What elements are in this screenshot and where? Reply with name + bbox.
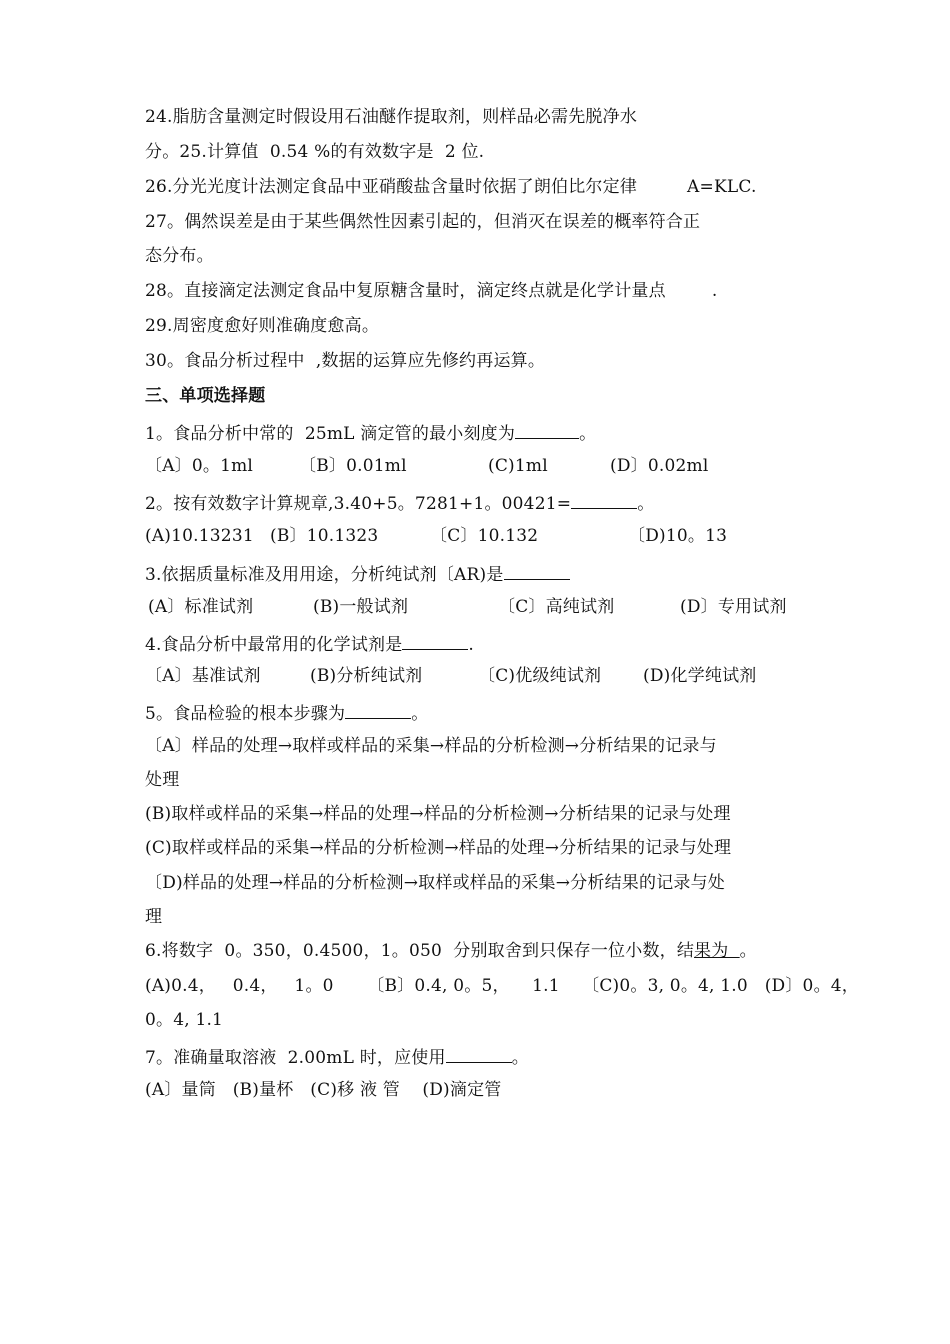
option-d: (D〕0.02ml bbox=[610, 456, 709, 476]
statement-30: 30。食品分析过程中 ,数据的运算应先修约再运算。 bbox=[145, 351, 546, 371]
statement-24: 24.脂肪含量测定时假设用石油醚作提取剂，则样品必需先脱净水 bbox=[145, 107, 638, 127]
answer-blank bbox=[402, 631, 468, 650]
question-3-options bbox=[145, 596, 787, 618]
statement-25: 分。25.计算值 0.54 %的有效数字是 2 位. bbox=[145, 142, 485, 162]
option-b: 〔B〕0.01ml bbox=[299, 456, 407, 476]
option-a: (A)10.13231 bbox=[145, 526, 254, 546]
question-2-options bbox=[145, 525, 727, 547]
question-4-end: . bbox=[468, 635, 475, 655]
statement-28-end: . bbox=[711, 281, 718, 301]
option-d: 〔D)10。13 bbox=[628, 526, 728, 546]
question-7-options: (A〕量筒 (B)量杯 (C)移 液 管 (D)滴定管 bbox=[145, 1080, 502, 1100]
question-2-end: 。 bbox=[637, 494, 655, 514]
question-1-text: 1。食品分析中常的 25mL 滴定管的最小刻度为 bbox=[145, 424, 516, 444]
question-2-text: 2。按有效数字计算规章,3.40+5。7281+1。00421= bbox=[145, 494, 572, 514]
question-5-option-c: (C)取样或样品的采集→样品的分析检测→样品的处理→分析结果的记录与处理 bbox=[145, 838, 732, 858]
question-6-end: 。 bbox=[739, 941, 757, 961]
question-6-options-cont: 0。4, 1.1 bbox=[145, 1010, 224, 1030]
question-3-text: 3.依据质量标准及用用途，分析纯试剂〔AR)是 bbox=[145, 565, 504, 585]
question-5-end: 。 bbox=[411, 704, 429, 724]
question-3 bbox=[145, 561, 570, 586]
statement-27-cont: 态分布。 bbox=[145, 246, 214, 266]
question-5-text: 5。食品检验的根本步骤为 bbox=[145, 704, 346, 724]
option-c: 〔C〕10.132 bbox=[430, 526, 539, 546]
option-d: (D)化学纯试剂 bbox=[643, 666, 757, 686]
question-4 bbox=[145, 631, 474, 656]
question-7-end: 。 bbox=[511, 1048, 529, 1068]
question-1 bbox=[145, 420, 596, 445]
statement-28-text: 28。直接滴定法测定食品中复原糖含量时，滴定终点就是化学计量点 bbox=[145, 281, 666, 301]
question-5-option-d-cont: 理 bbox=[145, 907, 163, 927]
option-b: (B〕10.1323 bbox=[270, 526, 379, 546]
statement-27: 27。偶然误差是由于某些偶然性因素引起的，但消灭在误差的概率符合正 bbox=[145, 212, 701, 232]
option-a: 〔A〕0。1ml bbox=[145, 456, 254, 476]
question-5-option-a: 〔A〕样品的处理→取样或样品的采集→样品的分析检测→分析结果的记录与 bbox=[145, 736, 717, 756]
question-5 bbox=[145, 700, 428, 725]
option-c: 〔C)优级纯试剂 bbox=[478, 666, 602, 686]
question-4-options bbox=[145, 665, 757, 687]
question-6-underlined: 果为 bbox=[694, 941, 740, 961]
question-1-options bbox=[145, 455, 708, 477]
answer-blank bbox=[446, 1044, 512, 1063]
statement-29: 29.周密度愈好则准确度愈高。 bbox=[145, 316, 380, 336]
option-a: 〔A〕基准试剂 bbox=[145, 666, 261, 686]
answer-blank bbox=[571, 490, 637, 509]
question-5-option-a-cont: 处理 bbox=[145, 770, 180, 790]
question-7 bbox=[145, 1044, 529, 1069]
statement-26-formula: A=KLC. bbox=[687, 177, 757, 197]
option-b: (B)分析纯试剂 bbox=[310, 666, 423, 686]
answer-blank bbox=[504, 561, 570, 580]
option-b: (B)一般试剂 bbox=[313, 597, 409, 617]
statement-28 bbox=[145, 280, 717, 302]
answer-blank bbox=[345, 700, 411, 719]
question-6-text: 6.将数字 0。350，0.4500，1。050 分别取舍到只保存一位小数，结 bbox=[145, 941, 695, 961]
question-7-text: 7。准确量取溶液 2.00mL 时，应使用 bbox=[145, 1048, 446, 1068]
question-4-text: 4.食品分析中最常用的化学试剂是 bbox=[145, 635, 403, 655]
question-5-option-b: (B)取样或样品的采集→样品的处理→样品的分析检测→分析结果的记录与处理 bbox=[145, 804, 731, 824]
option-c: (C)1ml bbox=[488, 456, 548, 476]
question-5-option-d: 〔D)样品的处理→样品的分析检测→取样或样品的采集→分析结果的记录与处 bbox=[145, 873, 725, 893]
option-c: 〔C〕高纯试剂 bbox=[498, 597, 615, 617]
option-a: (A〕标准试剂 bbox=[148, 597, 254, 617]
section-heading: 三、单项选择题 bbox=[145, 386, 266, 406]
answer-blank bbox=[515, 420, 579, 439]
question-6 bbox=[145, 940, 757, 962]
question-1-end: 。 bbox=[579, 424, 597, 444]
question-2 bbox=[145, 490, 654, 515]
statement-26 bbox=[145, 176, 757, 198]
question-6-options: (A)0.4， 0.4， 1。0 〔B〕0.4, 0。5， 1.1 〔C)0。3, 0。4, 1.0 (D〕0。4， bbox=[145, 976, 859, 996]
option-d: (D〕专用试剂 bbox=[680, 597, 787, 617]
statement-26-text: 26.分光光度计法测定食品中亚硝酸盐含量时依据了朗伯比尔定律 bbox=[145, 177, 638, 197]
